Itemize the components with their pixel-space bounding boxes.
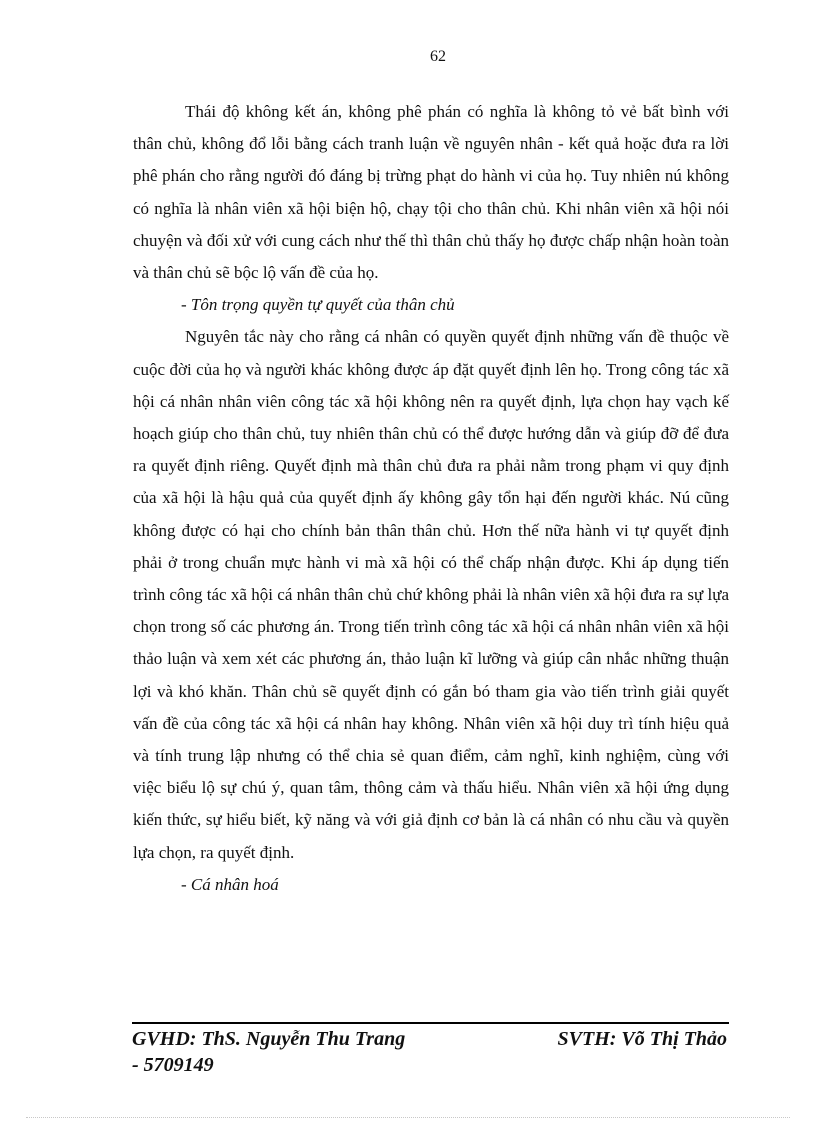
footer-divider <box>132 1022 729 1024</box>
section-heading-individualization: - Cá nhân hoá <box>181 874 279 894</box>
footer-supervisor: GVHD: ThS. Nguyễn Thu Trang <box>132 1028 406 1050</box>
footer-student: SVTH: Võ Thị Thảo <box>557 1028 727 1050</box>
document-body <box>133 96 729 901</box>
page-footer <box>132 1026 729 1078</box>
paragraph-non-judgmental: Thái độ không kết án, không phê phán có nghĩa là không tỏ vẻ bất bình với thân chủ, không đổ lỗi bằng cách tranh luận về nguyên nhân - kết quả hoặc đưa ra lời phê phán cho rằng người đó đáng bị trừng phạt do hành vi của họ. Tuy nhiên nú không có nghĩa là nhân viên xã hội biện hộ, chạy tội cho thân chủ. Khi nhân viên xã hội nói chuyện và đối xử với cung cách như thế thì thân chủ thấy họ được chấp nhận hoàn toàn và thân chủ sẽ bộc lộ vấn đề của họ. <box>133 102 729 283</box>
page-number: 62 <box>430 48 446 65</box>
section-heading-self-determination: - Tôn trọng quyền tự quyết của thân chủ <box>181 295 455 315</box>
paragraph-self-determination: Nguyên tắc này cho rằng cá nhân có quyền quyết định những vấn đề thuộc về cuộc đời của họ và người khác không được áp đặt quyết định lên họ. Trong công tác xã hội cá nhân nhân viên công tác xã hội không nên ra quyết định, lựa chọn hay vạch kế hoạch giúp cho thân chủ, tuy nhiên thân chủ có thể được hướng dẫn và giúp đỡ để đưa ra quyết định riêng. Quyết định mà thân chủ đưa ra phải nằm trong phạm vi quy định của xã hội là hậu quả của quyết định ấy không gây tổn hại đến người khác. Nú cũng không được có hại cho chính bản thân thân chủ. Hơn thế nữa hành vi tự quyết định phải ở trong chuẩn mực hành vi mà xã hội có thể chấp nhận được. Khi áp dụng tiến trình công tác xã hội cá nhân thân chủ chứ không phải là nhân viên xã hội đưa ra sự lựa chọn trong số các phương án. Trong tiến trình công tác xã hội cá nhân nhân viên xã hội thảo luận và xem xét các phương án, thảo luận kĩ lưỡng và giúp cân nhắc những thuận lợi và khó khăn. Thân chủ sẽ quyết định có gắn bó tham gia vào tiến trình giải quyết vấn đề của công tác xã hội cá nhân hay không. Nhân viên xã hội duy trì tính hiệu quả và tính trung lập nhưng có thể chia sẻ quan điểm, cảm nghĩ, kinh nghiệm, cùng với việc biểu lộ sự chú ý, quan tâm, thông cảm và thấu hiểu. Nhân viên xã hội ứng dụng kiến thức, sự hiểu biết, kỹ năng và với giả định cơ bản là cá nhân có nhu cầu và quyền lựa chọn, ra quyết định. <box>133 327 729 862</box>
page-bottom-dotted-line <box>26 1117 790 1118</box>
footer-code: - 5709149 <box>132 1054 214 1076</box>
